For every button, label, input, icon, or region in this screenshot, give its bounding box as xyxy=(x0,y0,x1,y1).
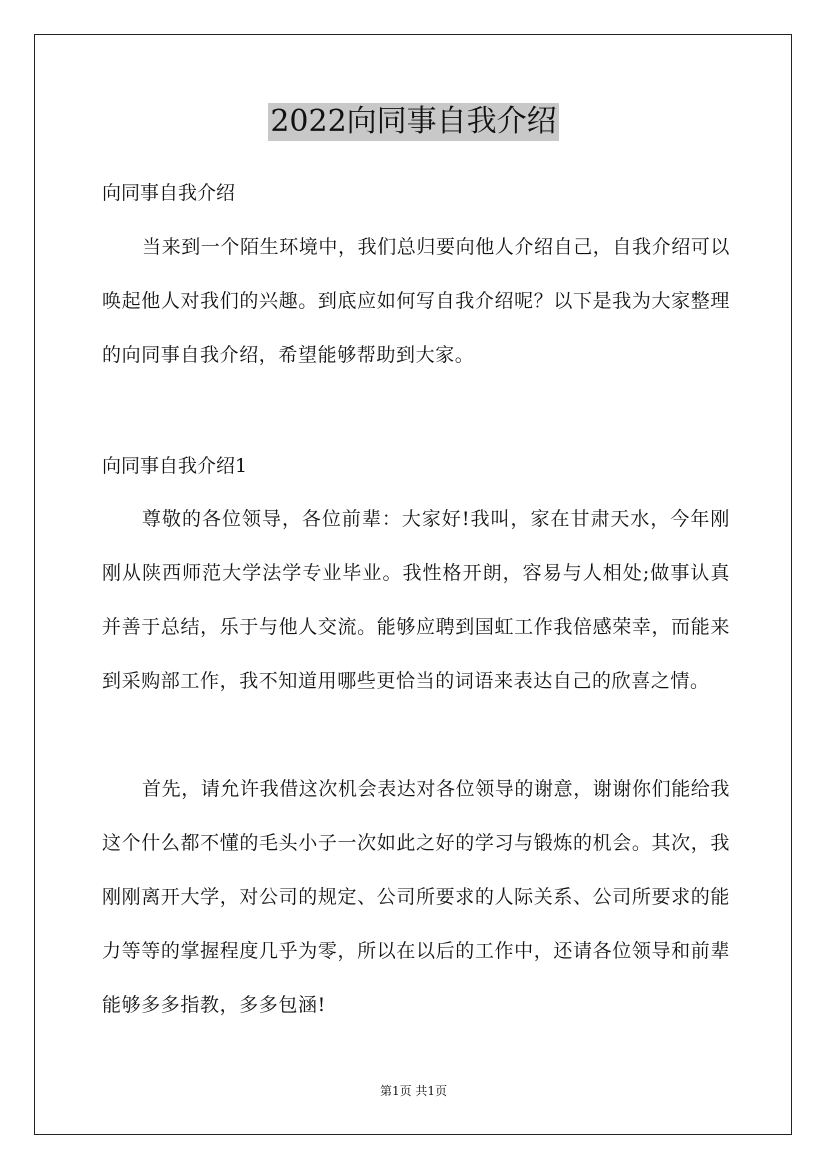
intro-paragraph: 当来到一个陌生环境中，我们总归要向他人介绍自己，自我介绍可以唤起他人对我们的兴趣。到底应如何写自我介绍呢？以下是我为大家整理的向同事自我介绍，希望能够帮助到大家。 xyxy=(102,236,731,366)
section-1-paragraph-2: 首先，请允许我借这次机会表达对各位领导的谢意，谢谢你们能给我这个什么都不懂的毛头小子一次如此之好的学习与锻炼的机会。其次，我刚刚离开大学，对公司的规定、公司所要求的人际关系、公司所要求的能力等等的掌握程度几乎为零，所以在以后的工作中，还请各位领导和前辈能够多多指教，多多包涵! xyxy=(102,778,731,1016)
section-1-heading: 向同事自我介绍1 xyxy=(102,455,248,477)
document-title: 2022向同事自我介绍 xyxy=(270,104,557,139)
section-1-paragraph-1: 尊敬的各位领导，各位前辈：大家好!我叫，家在甘肃天水，今年刚刚从陕西师范大学法学专业毕业。我性格开朗，容易与人相处;做事认真并善于总结，乐于与他人交流。能够应聘到国虹工作我倍感荣幸，而能来到采购部工作，我不知道用哪些更恰当的词语来表达自己的欣喜之情。 xyxy=(102,508,730,692)
title-container xyxy=(0,103,827,141)
intro-heading: 向同事自我介绍 xyxy=(102,182,236,204)
page-footer: 第1页 共1页 xyxy=(379,1084,448,1098)
